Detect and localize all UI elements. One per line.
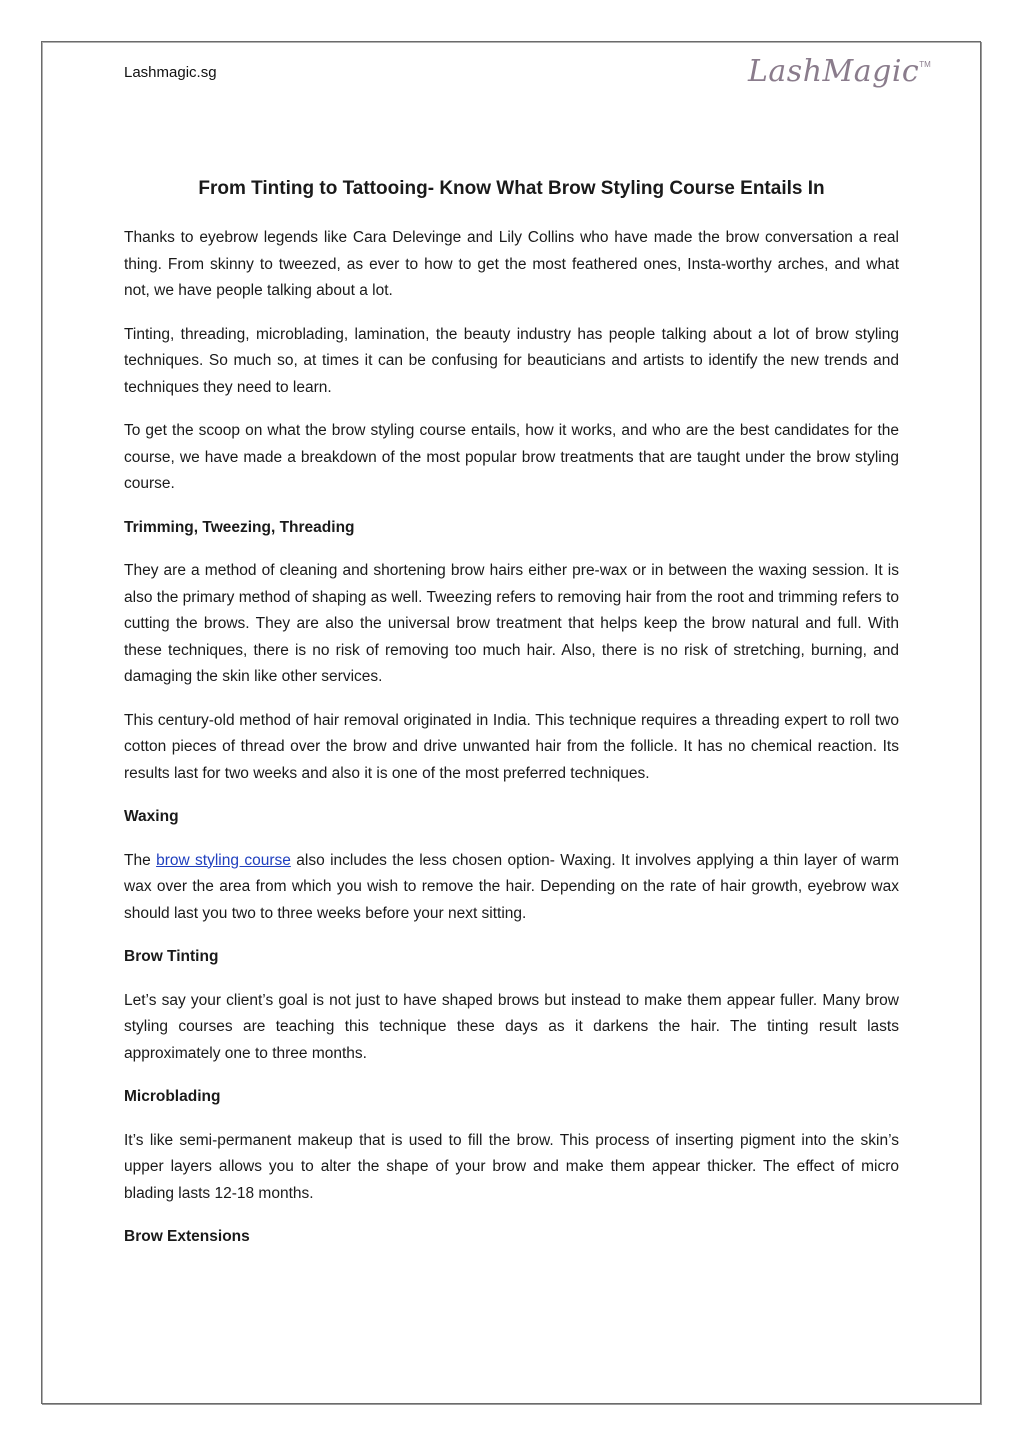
paragraph-threading: This century-old method of hair removal originated in India. This technique requires a threading expert to roll two cotton pieces of thread over the brow and drive unwanted hair from the follicle. It has no chemical reaction. Its results last for two weeks and also it is one of the most preferred techniques.	[124, 711, 899, 782]
heading-brow-tinting: Brow Tinting	[124, 948, 219, 965]
paragraph-microblading: It’s like semi-permanent makeup that is used to fill the brow. This process of inserting pigment into the skin’s upper layers allows you to alter the shape of your brow and make them appear thicker. The effect of micro blading lasts 12-18 months.	[124, 1131, 899, 1202]
waxing-text-start: The	[124, 851, 157, 869]
page-title: From Tinting to Tattooing- Know What Brow Styling Course Entails In	[198, 178, 825, 199]
brow-styling-course-link[interactable]: brow styling course	[156, 851, 291, 869]
heading-trimming: Trimming, Tweezing, Threading	[124, 518, 355, 536]
heading-waxing: Waxing	[124, 808, 179, 825]
paragraph-trimming: They are a method of cleaning and shortening brow hairs either pre-wax or in between the waxing session. It is also the primary method of shaping as well. Tweezing refers to removing hair from the root and trimming refers to cutting the brows. They are also the universal brow treatment that helps keep the brow natural and full. With these techniques, there is no risk of removing too much hair. Also, there is no risk of stretching, burning, and damaging the skin like other services.	[124, 562, 899, 685]
site-name: Lashmagic.sg	[124, 64, 217, 81]
paragraph-techniques: Tinting, threading, microblading, lamination, the beauty industry has people talking about a lot of brow styling techniques. So much so, at times it can be confusing for beauticians and artists to identify the new trends and techniques they need to learn.	[124, 325, 899, 396]
logo-trademark: TM	[919, 60, 931, 69]
paragraph-brow-tinting: Let’s say your client’s goal is not just to have shaped brows but instead to make them appear fuller. Many brow styling courses are teaching this technique these days as it darkens the hair. The tinting result lasts approximately one to three months.	[124, 991, 899, 1062]
paragraph-waxing	[124, 848, 899, 928]
logo-text: LashMagic	[748, 54, 920, 89]
lashmagic-logo	[748, 46, 931, 98]
article-body	[124, 225, 899, 1268]
waxing-text-rest: also includes the less chosen option- Waxing. It involves applying a thin layer of warm wax over the area from which you wish to remove the hair. Depending on the rate of hair growth, eyebrow wax should last you two to three weeks before your next sitting.	[124, 851, 900, 922]
paragraph-intro: Thanks to eyebrow legends like Cara Delevinge and Lily Collins who have made the brow conversation a real thing. From skinny to tweezed, as ever to how to get the most feathered ones, Insta-worthy arches, and what not, we have people talking about a lot.	[124, 229, 899, 299]
heading-brow-extensions: Brow Extensions	[124, 1228, 250, 1245]
heading-microblading: Microblading	[124, 1088, 221, 1105]
paragraph-scoop: To get the scoop on what the brow styling course entails, how it works, and who are the best candidates for the course, we have made a breakdown of the most popular brow treatments that are taught under the brow styling course.	[124, 422, 899, 492]
